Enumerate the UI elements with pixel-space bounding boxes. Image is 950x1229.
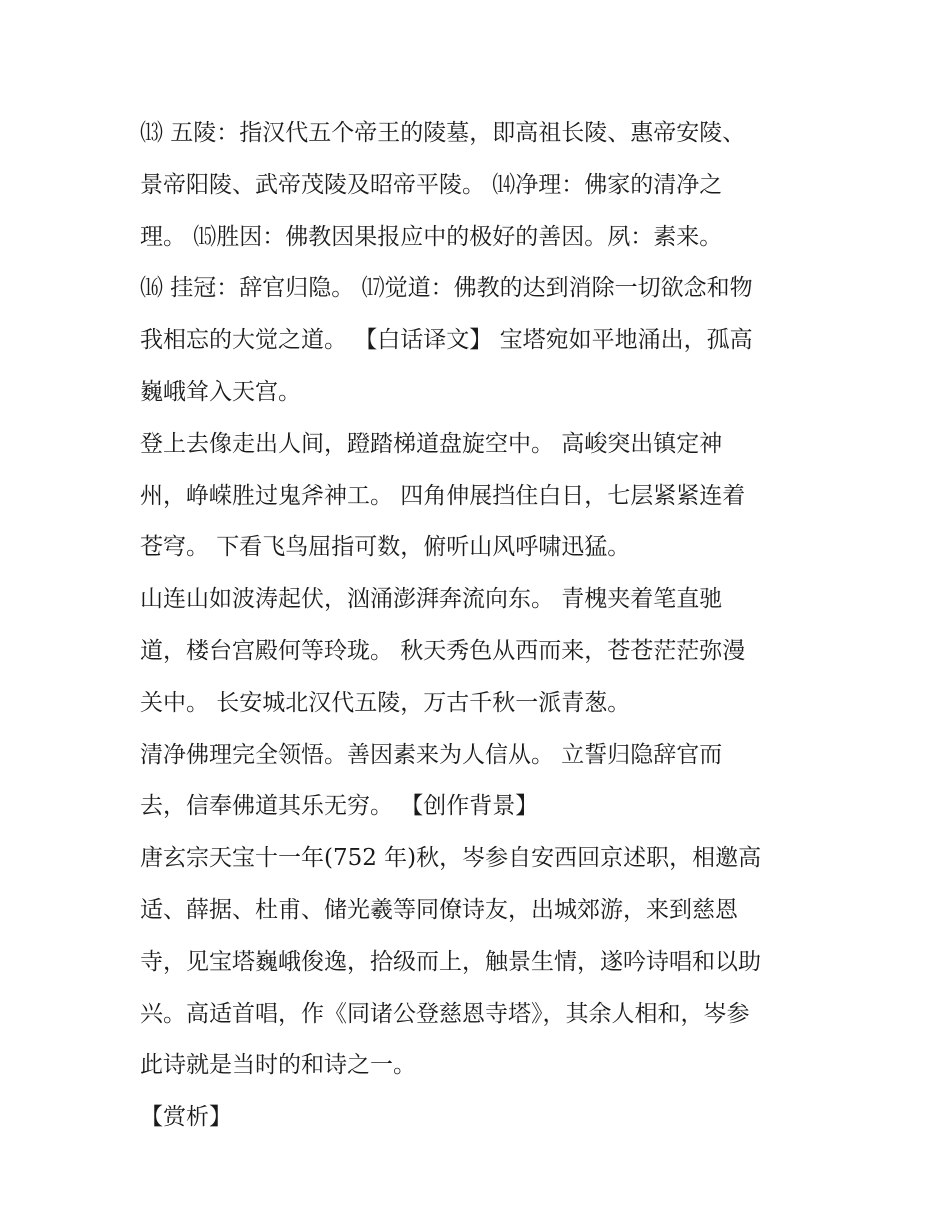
text-line-1: ⒀ 五陵：指汉代五个帝王的陵墓，即高祖长陵、惠帝安陵、 bbox=[140, 120, 746, 146]
text-line-10: 山连山如波涛起伏，汹涌澎湃奔流向东。 青槐夹着笔直驰 bbox=[140, 586, 723, 613]
text-line-17: 寺，见宝塔巍峨俊逸，拾级而上，触景生情，遂吟诗唱和以助 bbox=[140, 948, 761, 975]
text-line-2: 景帝阳陵、武帝茂陵及昭帝平陵。 ⒁净理：佛家的清净之 bbox=[140, 171, 723, 198]
text-line-4: ⒃ 挂冠：辞官归隐。 ⒄觉道：佛教的达到消除一切欲念和物 bbox=[140, 275, 753, 302]
section-heading-appreciation: 【赏析】 bbox=[140, 1104, 232, 1131]
text-line-7: 登上去像走出人间，蹬踏梯道盘旋空中。 高峻突出镇定神 bbox=[140, 430, 723, 457]
text-line-13: 清净佛理完全领悟。善因素来为人信从。 立誓归隐辞官而 bbox=[140, 741, 723, 768]
text-line-16: 适、薛据、杜甫、储光羲等同僚诗友，出城郊游，来到慈恩 bbox=[140, 896, 738, 923]
text-line-3: 理。 ⒂胜因：佛教因果报应中的极好的善因。夙：素来。 bbox=[140, 223, 723, 250]
document-body bbox=[140, 108, 830, 1144]
text-line-5: 我相忘的大觉之道。 【白话译文】 宝塔宛如平地涌出，孤高 bbox=[140, 327, 753, 354]
text-line-8: 州，峥嵘胜过鬼斧神工。 四角伸展挡住白日，七层紧紧连着 bbox=[140, 482, 746, 509]
text-line-9: 苍穹。 下看飞鸟屈指可数，俯听山风呼啸迅猛。 bbox=[140, 534, 631, 561]
text-line-18: 兴。高适首唱，作《同诸公登慈恩寺塔》，其余人相和，岑参 bbox=[140, 1000, 750, 1027]
text-line-6: 巍峨耸入天宫。 bbox=[140, 378, 301, 405]
text-line-19: 此诗就是当时的和诗之一。 bbox=[140, 1052, 416, 1079]
text-line-12: 关中。 长安城北汉代五陵，万古千秋一派青葱。 bbox=[140, 689, 631, 716]
text-line-15: 唐玄宗天宝十一年(752 年)秋，岑参自安西回京述职，相邀高 bbox=[140, 845, 762, 872]
text-line-11: 道，楼台宫殿何等玲珑。 秋天秀色从西而来，苍苍茫茫弥漫 bbox=[140, 637, 746, 664]
text-line-14: 去，信奉佛道其乐无穷。 【创作背景】 bbox=[140, 793, 539, 820]
